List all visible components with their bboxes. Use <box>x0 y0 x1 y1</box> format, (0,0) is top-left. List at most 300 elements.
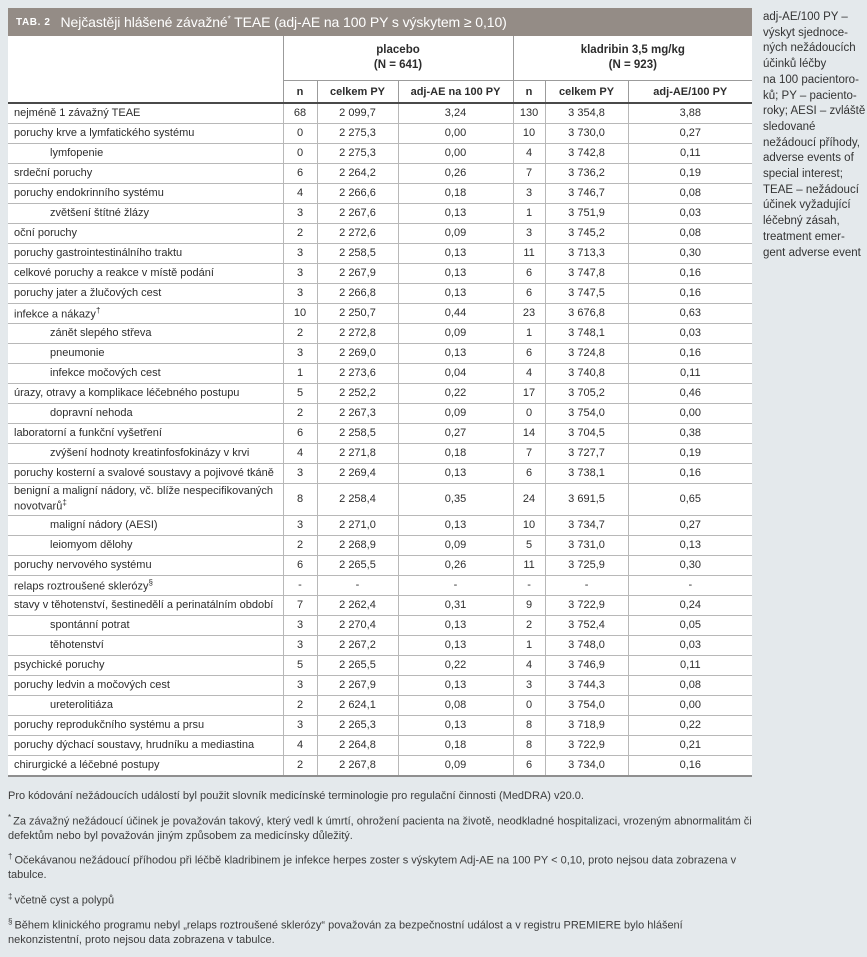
value-cell: 0 <box>513 696 545 716</box>
value-cell: 0,13 <box>398 264 513 284</box>
value-cell: 2 267,6 <box>317 204 398 224</box>
value-cell: 6 <box>513 756 545 777</box>
value-cell: 2 264,8 <box>317 736 398 756</box>
table-title <box>61 14 507 30</box>
value-cell: 3 752,4 <box>545 616 628 636</box>
value-cell: 0,46 <box>628 384 752 404</box>
value-cell: 3 734,7 <box>545 516 628 536</box>
value-cell: 2 <box>283 536 317 556</box>
legend-line: léčebný zásah, <box>763 215 840 228</box>
row-label: laboratorní a funkční vyšetření <box>8 424 283 444</box>
value-cell: 0,03 <box>628 204 752 224</box>
placebo-group-header <box>283 36 513 81</box>
value-cell: 4 <box>283 184 317 204</box>
value-cell: 2 267,8 <box>317 756 398 777</box>
value-cell: 0,30 <box>628 244 752 264</box>
legend-line: roky; AESI – zvláště <box>763 105 866 118</box>
kladribin-group-n: (N = 923) <box>608 59 657 71</box>
table-row <box>8 596 752 616</box>
value-cell: 2 265,3 <box>317 716 398 736</box>
row-label: těhotenství <box>8 636 283 656</box>
table-row <box>8 184 752 204</box>
value-cell: 0,08 <box>628 676 752 696</box>
value-cell: 3 745,2 <box>545 224 628 244</box>
legend-line: adj-AE/100 PY – <box>763 11 848 23</box>
value-cell: 7 <box>283 596 317 616</box>
row-label: poruchy endokrinního systému <box>8 184 283 204</box>
footnotes-block <box>8 789 752 948</box>
value-cell: 0,13 <box>628 536 752 556</box>
value-cell: 2 258,4 <box>317 484 398 516</box>
legend-line: účinků léčby <box>763 58 827 71</box>
table-row <box>8 736 752 756</box>
value-cell: 0,00 <box>628 404 752 424</box>
row-label: benigní a maligní nádory, vč. blíže nespecifikovaných novotvarů‡ <box>8 484 283 516</box>
value-cell: 2 271,0 <box>317 516 398 536</box>
col-header-celkem-py-placebo: celkem PY <box>317 81 398 104</box>
row-label: poruchy jater a žlučových cest <box>8 284 283 304</box>
value-cell: 9 <box>513 596 545 616</box>
value-cell: 2 258,5 <box>317 244 398 264</box>
row-label: spontánní potrat <box>8 616 283 636</box>
value-cell: 0,09 <box>398 536 513 556</box>
table-row <box>8 284 752 304</box>
value-cell: 0,65 <box>628 484 752 516</box>
value-cell: 3 <box>283 716 317 736</box>
value-cell: 3 746,9 <box>545 656 628 676</box>
value-cell: 0,00 <box>398 124 513 144</box>
value-cell: 0,08 <box>398 696 513 716</box>
table-row <box>8 124 752 144</box>
value-cell: 0,09 <box>398 404 513 424</box>
value-cell: 3 <box>283 464 317 484</box>
placebo-group-name: placebo <box>376 44 420 57</box>
value-cell: 6 <box>513 264 545 284</box>
value-cell: - <box>513 576 545 596</box>
value-cell: 0,11 <box>628 656 752 676</box>
value-cell: 3 738,1 <box>545 464 628 484</box>
value-cell: 0,08 <box>628 184 752 204</box>
table-number-label: TAB. 2 <box>16 16 51 28</box>
abbreviation-legend <box>763 10 865 261</box>
value-cell: - <box>317 576 398 596</box>
value-cell: 0,11 <box>628 364 752 384</box>
value-cell: 0,13 <box>398 344 513 364</box>
footnote-marker: † <box>95 305 101 315</box>
value-cell: 3 742,8 <box>545 144 628 164</box>
value-cell: 11 <box>513 556 545 576</box>
row-label: srdeční poruchy <box>8 164 283 184</box>
value-cell: 3 <box>283 264 317 284</box>
value-cell: 0 <box>513 404 545 424</box>
value-cell: 3 744,3 <box>545 676 628 696</box>
value-cell: 0,09 <box>398 756 513 777</box>
value-cell: 2 <box>513 616 545 636</box>
row-label: celkové poruchy a reakce v místě podání <box>8 264 283 284</box>
footnote-marker: * <box>8 812 12 822</box>
value-cell: 3 705,2 <box>545 384 628 404</box>
value-cell: 1 <box>283 364 317 384</box>
value-cell: 0,26 <box>398 556 513 576</box>
table-row <box>8 164 752 184</box>
value-cell: 3 <box>283 284 317 304</box>
value-cell: 2 269,0 <box>317 344 398 364</box>
value-cell: 0,44 <box>398 304 513 324</box>
value-cell: 3 <box>283 636 317 656</box>
value-cell: 3 754,0 <box>545 404 628 424</box>
kladribin-group-name: kladribin 3,5 mg/kg <box>580 44 685 57</box>
row-label: poruchy krve a lymfatického systému <box>8 124 283 144</box>
value-cell: 2 265,5 <box>317 656 398 676</box>
placebo-group-n: (N = 641) <box>373 59 423 71</box>
value-cell: 4 <box>513 364 545 384</box>
table-row <box>8 344 752 364</box>
table-row <box>8 576 752 596</box>
value-cell: 0,27 <box>628 124 752 144</box>
value-cell: 3 <box>283 204 317 224</box>
legend-line: na 100 pacientoro- <box>763 73 859 86</box>
table-row <box>8 424 752 444</box>
value-cell: 6 <box>283 424 317 444</box>
row-label: zánět slepého střeva <box>8 324 283 344</box>
value-cell: 8 <box>513 716 545 736</box>
value-cell: 0,13 <box>398 716 513 736</box>
row-label: leiomyom dělohy <box>8 536 283 556</box>
legend-line: gent adverse event <box>763 246 861 259</box>
value-cell: 6 <box>513 284 545 304</box>
legend-line: treatment emer- <box>763 230 845 243</box>
value-cell: 0 <box>283 124 317 144</box>
row-label: chirurgické a léčebné postupy <box>8 756 283 777</box>
legend-line: účinek vyžadující <box>763 199 851 212</box>
value-cell: 3 751,9 <box>545 204 628 224</box>
value-cell: 3 354,8 <box>545 103 628 124</box>
value-cell: 2 <box>283 324 317 344</box>
table-title-bar <box>8 8 752 36</box>
value-cell: 3 748,0 <box>545 636 628 656</box>
value-cell: 3 730,0 <box>545 124 628 144</box>
value-cell: 68 <box>283 103 317 124</box>
category-header-cell <box>8 36 283 103</box>
value-cell: - <box>628 576 752 596</box>
table-row <box>8 224 752 244</box>
value-cell: 3 748,1 <box>545 324 628 344</box>
table-row <box>8 676 752 696</box>
footnote-marker: § <box>148 577 153 587</box>
value-cell: 0,05 <box>628 616 752 636</box>
value-cell: 3 <box>283 676 317 696</box>
value-cell: 0,22 <box>628 716 752 736</box>
value-cell: 2 <box>283 224 317 244</box>
table-row <box>8 656 752 676</box>
value-cell: 10 <box>513 516 545 536</box>
value-cell: 3 754,0 <box>545 696 628 716</box>
value-cell: 0,18 <box>398 444 513 464</box>
value-cell: 0,24 <box>628 596 752 616</box>
value-cell: 3,88 <box>628 103 752 124</box>
value-cell: 3 <box>513 676 545 696</box>
value-cell: 2 275,3 <box>317 124 398 144</box>
value-cell: 0,18 <box>398 736 513 756</box>
value-cell: 6 <box>513 464 545 484</box>
table-row <box>8 484 752 516</box>
legend-line: adverse events of <box>763 152 854 165</box>
value-cell: 0,00 <box>398 144 513 164</box>
row-label: relaps roztroušené sklerózy§ <box>8 576 283 596</box>
legend-line: special interest; <box>763 168 843 181</box>
value-cell: 0,63 <box>628 304 752 324</box>
value-cell: - <box>398 576 513 596</box>
table-row <box>8 404 752 424</box>
row-label: psychické poruchy <box>8 656 283 676</box>
value-cell: 0,16 <box>628 284 752 304</box>
value-cell: 0,16 <box>628 756 752 777</box>
row-label: pneumonie <box>8 344 283 364</box>
table-row <box>8 444 752 464</box>
row-label: infekce a nákazy† <box>8 304 283 324</box>
value-cell: 2 264,2 <box>317 164 398 184</box>
value-cell: 3 718,9 <box>545 716 628 736</box>
col-header-n-kladribin: n <box>513 81 545 104</box>
table-row <box>8 304 752 324</box>
row-label: poruchy kosterní a svalové soustavy a pojivové tkáně <box>8 464 283 484</box>
row-label: poruchy reprodukčního systému a prsu <box>8 716 283 736</box>
value-cell: 0,08 <box>628 224 752 244</box>
value-cell: 0,13 <box>398 464 513 484</box>
table-row <box>8 696 752 716</box>
value-cell: 1 <box>513 324 545 344</box>
value-cell: 2 272,8 <box>317 324 398 344</box>
value-cell: 6 <box>513 344 545 364</box>
table-row <box>8 536 752 556</box>
col-header-adj-ae-kladribin: adj-AE/100 PY <box>628 81 752 104</box>
value-cell: 3 725,9 <box>545 556 628 576</box>
value-cell: 0,16 <box>628 264 752 284</box>
value-cell: 0,09 <box>398 224 513 244</box>
footnote-marker: ‡ <box>62 498 67 508</box>
value-cell: 0,31 <box>398 596 513 616</box>
value-cell: 2 271,8 <box>317 444 398 464</box>
row-label: infekce močových cest <box>8 364 283 384</box>
value-cell: 3 <box>513 224 545 244</box>
value-cell: 4 <box>283 736 317 756</box>
value-cell: 0,13 <box>398 284 513 304</box>
value-cell: 3 691,5 <box>545 484 628 516</box>
row-label: zvětšení štítné žlázy <box>8 204 283 224</box>
value-cell: 0,00 <box>628 696 752 716</box>
value-cell: 0 <box>283 144 317 164</box>
value-cell: 3 <box>513 184 545 204</box>
value-cell: 0,26 <box>398 164 513 184</box>
value-cell: 2 624,1 <box>317 696 398 716</box>
table-title-text: Nejčastěji hlášené závažné <box>60 14 228 30</box>
value-cell: 3 736,2 <box>545 164 628 184</box>
value-cell: 3 731,0 <box>545 536 628 556</box>
value-cell: 3 676,8 <box>545 304 628 324</box>
table-title-text-rest: TEAE (adj-AE na 100 PY s výskytem ≥ 0,10) <box>230 14 507 30</box>
value-cell: 2 <box>283 756 317 777</box>
value-cell: 2 262,4 <box>317 596 398 616</box>
value-cell: 0,13 <box>398 204 513 224</box>
value-cell: 0,13 <box>398 244 513 264</box>
value-cell: 4 <box>283 444 317 464</box>
value-cell: 8 <box>513 736 545 756</box>
value-cell: 0,27 <box>398 424 513 444</box>
row-label: ureterolitiáza <box>8 696 283 716</box>
value-cell: 2 268,9 <box>317 536 398 556</box>
value-cell: 2 269,4 <box>317 464 398 484</box>
value-cell: 0,38 <box>628 424 752 444</box>
value-cell: 10 <box>513 124 545 144</box>
value-cell: 2 273,6 <box>317 364 398 384</box>
legend-line: ků; PY – paciento- <box>763 89 857 102</box>
value-cell: 0,27 <box>628 516 752 536</box>
value-cell: 3 704,5 <box>545 424 628 444</box>
value-cell: 2 <box>283 696 317 716</box>
legend-line: TEAE – nežádoucí <box>763 183 859 196</box>
table-row <box>8 244 752 264</box>
value-cell: 2 <box>283 404 317 424</box>
value-cell: 3 <box>283 616 317 636</box>
value-cell: 3,24 <box>398 103 513 124</box>
value-cell: 23 <box>513 304 545 324</box>
col-header-adj-ae-placebo: adj-AE na 100 PY <box>398 81 513 104</box>
value-cell: 2 272,6 <box>317 224 398 244</box>
kladribin-group-header <box>513 36 752 81</box>
value-cell: 3 724,8 <box>545 344 628 364</box>
table-row <box>8 516 752 536</box>
row-label: poruchy ledvin a močových cest <box>8 676 283 696</box>
table-row <box>8 264 752 284</box>
value-cell: 0,04 <box>398 364 513 384</box>
value-cell: 0,21 <box>628 736 752 756</box>
row-label: zvýšení hodnoty kreatinfosfokinázy v krvi <box>8 444 283 464</box>
value-cell: 6 <box>283 556 317 576</box>
value-cell: 7 <box>513 444 545 464</box>
row-label: poruchy dýchací soustavy, hrudníku a mediastina <box>8 736 283 756</box>
value-cell: 2 266,8 <box>317 284 398 304</box>
value-cell: 0,11 <box>628 144 752 164</box>
row-label: dopravní nehoda <box>8 404 283 424</box>
value-cell: 0,16 <box>628 344 752 364</box>
footnote-marker: † <box>8 852 13 862</box>
value-cell: 2 258,5 <box>317 424 398 444</box>
value-cell: 3 <box>283 344 317 364</box>
row-label: poruchy gastrointestinálního traktu <box>8 244 283 264</box>
value-cell: 3 727,7 <box>545 444 628 464</box>
value-cell: 0,09 <box>398 324 513 344</box>
title-footnote-marker: * <box>227 14 231 24</box>
value-cell: 2 267,9 <box>317 264 398 284</box>
value-cell: 1 <box>513 204 545 224</box>
legend-line: sledované <box>763 120 816 133</box>
value-cell: 0,13 <box>398 516 513 536</box>
value-cell: 0,13 <box>398 676 513 696</box>
legend-line: nežádoucí příhody, <box>763 136 860 149</box>
value-cell: 2 252,2 <box>317 384 398 404</box>
value-cell: 0,30 <box>628 556 752 576</box>
col-header-celkem-py-kladribin: celkem PY <box>545 81 628 104</box>
legend-line: výskyt sjednoce- <box>763 26 849 39</box>
value-cell: 0,35 <box>398 484 513 516</box>
value-cell: 0,13 <box>398 616 513 636</box>
value-cell: 130 <box>513 103 545 124</box>
value-cell: 2 250,7 <box>317 304 398 324</box>
value-cell: 2 270,4 <box>317 616 398 636</box>
value-cell: 17 <box>513 384 545 404</box>
table-row <box>8 384 752 404</box>
table-column <box>8 8 752 957</box>
value-cell: 3 740,8 <box>545 364 628 384</box>
value-cell: 2 265,5 <box>317 556 398 576</box>
value-cell: 11 <box>513 244 545 264</box>
footnote: * Za závažný nežádoucí účinek je považován takový, který vedl k úmrtí, ohrožení pacienta na životě, neodkladné hospitalizaci, vrozeným abnormalitám či defektům nebo byl považován jiným způsobem za medicínsky důležitý. <box>8 812 752 842</box>
row-label: úrazy, otravy a komplikace léčebného postupu <box>8 384 283 404</box>
table-row <box>8 144 752 164</box>
adverse-events-table <box>8 36 752 777</box>
row-label: nejméně 1 závažný TEAE <box>14 106 141 119</box>
value-cell: - <box>283 576 317 596</box>
row-label: stavy v těhotenství, šestinedělí a perinatálním období <box>8 596 283 616</box>
footnote: † Očekávanou nežádoucí příhodou při léčbě kladribinem je infekce herpes zoster s výskytem Adj-AE na 100 PY < 0,10, proto nejsou data zobrazena v tabulce. <box>8 852 737 882</box>
group-header-row <box>8 36 752 81</box>
table-row <box>8 636 752 656</box>
value-cell: 3 <box>283 244 317 264</box>
table-row <box>8 556 752 576</box>
row-label: oční poruchy <box>8 224 283 244</box>
value-cell: 0,03 <box>628 636 752 656</box>
value-cell: 6 <box>283 164 317 184</box>
value-cell: 0,18 <box>398 184 513 204</box>
value-cell: 14 <box>513 424 545 444</box>
value-cell: 7 <box>513 164 545 184</box>
value-cell: 2 099,7 <box>317 103 398 124</box>
table-row <box>8 204 752 224</box>
value-cell: 2 267,3 <box>317 404 398 424</box>
value-cell: 24 <box>513 484 545 516</box>
value-cell: 5 <box>513 536 545 556</box>
table-row <box>8 616 752 636</box>
footnote-marker: § <box>8 917 13 927</box>
value-cell: 3 747,8 <box>545 264 628 284</box>
value-cell: 0,22 <box>398 384 513 404</box>
row-label: poruchy nervového systému <box>8 556 283 576</box>
value-cell: 8 <box>283 484 317 516</box>
value-cell: 5 <box>283 656 317 676</box>
value-cell: 0,03 <box>628 324 752 344</box>
table-row <box>8 464 752 484</box>
value-cell: 3 722,9 <box>545 736 628 756</box>
value-cell: 3 713,3 <box>545 244 628 264</box>
value-cell: 1 <box>513 636 545 656</box>
table-row <box>8 364 752 384</box>
row-label: lymfopenie <box>8 144 283 164</box>
footnote: Pro kódování nežádoucích událostí byl použit slovník medicínské terminologie pro regulační činnosti (MedDRA) v20.0. <box>8 790 584 803</box>
table-row <box>8 716 752 736</box>
table-row <box>8 756 752 777</box>
value-cell: 10 <box>283 304 317 324</box>
footnote: ‡ včetně cyst a polypů <box>8 891 115 907</box>
value-cell: 2 266,6 <box>317 184 398 204</box>
value-cell: 2 275,3 <box>317 144 398 164</box>
footnote-marker: ‡ <box>8 891 13 901</box>
col-header-n-placebo: n <box>283 81 317 104</box>
value-cell: 2 267,2 <box>317 636 398 656</box>
value-cell: 2 267,9 <box>317 676 398 696</box>
row-label: maligní nádory (AESI) <box>8 516 283 536</box>
value-cell: - <box>545 576 628 596</box>
legend-line: ných nežádoucích <box>763 42 856 55</box>
